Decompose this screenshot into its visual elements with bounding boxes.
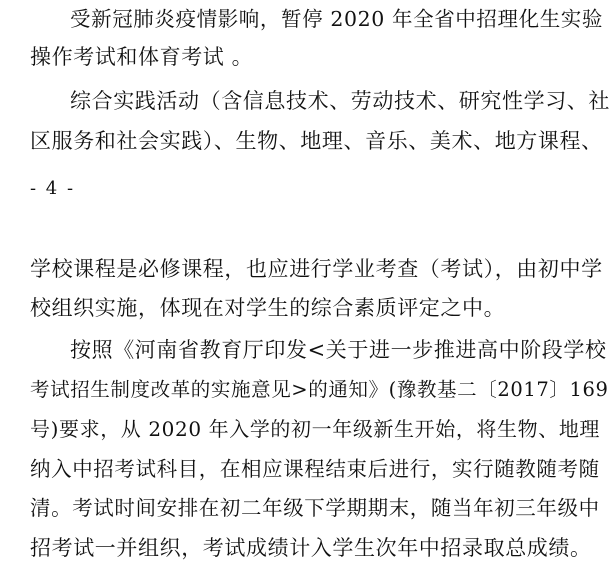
paragraph-1-line-2: 操作考试和体育考试 。 <box>30 45 254 69</box>
paragraph-3-line-5: 清。考试时间安排在初二年级下学期期末，随当年初三年级中 <box>30 496 600 520</box>
paragraph-3-line-3: 号)要求，从 2020 年入学的初一年级新生开始，将生物、地理 <box>30 417 601 441</box>
paragraph-3-line-2: 考试招生制度改革的实施意见>的通知》(豫教基二〔2017〕169 <box>30 378 609 401</box>
paragraph-2-line-3: 学校课程是必修课程，也应进行学业考查（考试），由初中学 <box>30 257 603 281</box>
paragraph-3-line-1: 按照《河南省教育厅印发<关于进一步推进高中阶段学校 <box>70 338 607 362</box>
paragraph-2-line-2: 区服务和社会实践）、生物、地理、音乐、美术、地方课程、 <box>30 129 603 153</box>
page-number: - 4 - <box>30 178 76 199</box>
paragraph-3-line-6: 招考试一并组织，考试成绩计入学生次年中招录取总成绩。 <box>30 536 592 560</box>
paragraph-1-line-1: 受新冠肺炎疫情影响，暂停 2020 年全省中招理化生实验 <box>70 7 604 31</box>
paragraph-2-line-4: 校组织实施，体现在对学生的综合素质评定之中。 <box>30 296 506 320</box>
paragraph-2-line-1: 综合实践活动（含信息技术、劳动技术、研究性学习、社 <box>70 89 610 113</box>
paragraph-3-line-4: 纳入中招考试科目，在相应课程结束后进行，实行随教随考随 <box>30 457 600 481</box>
